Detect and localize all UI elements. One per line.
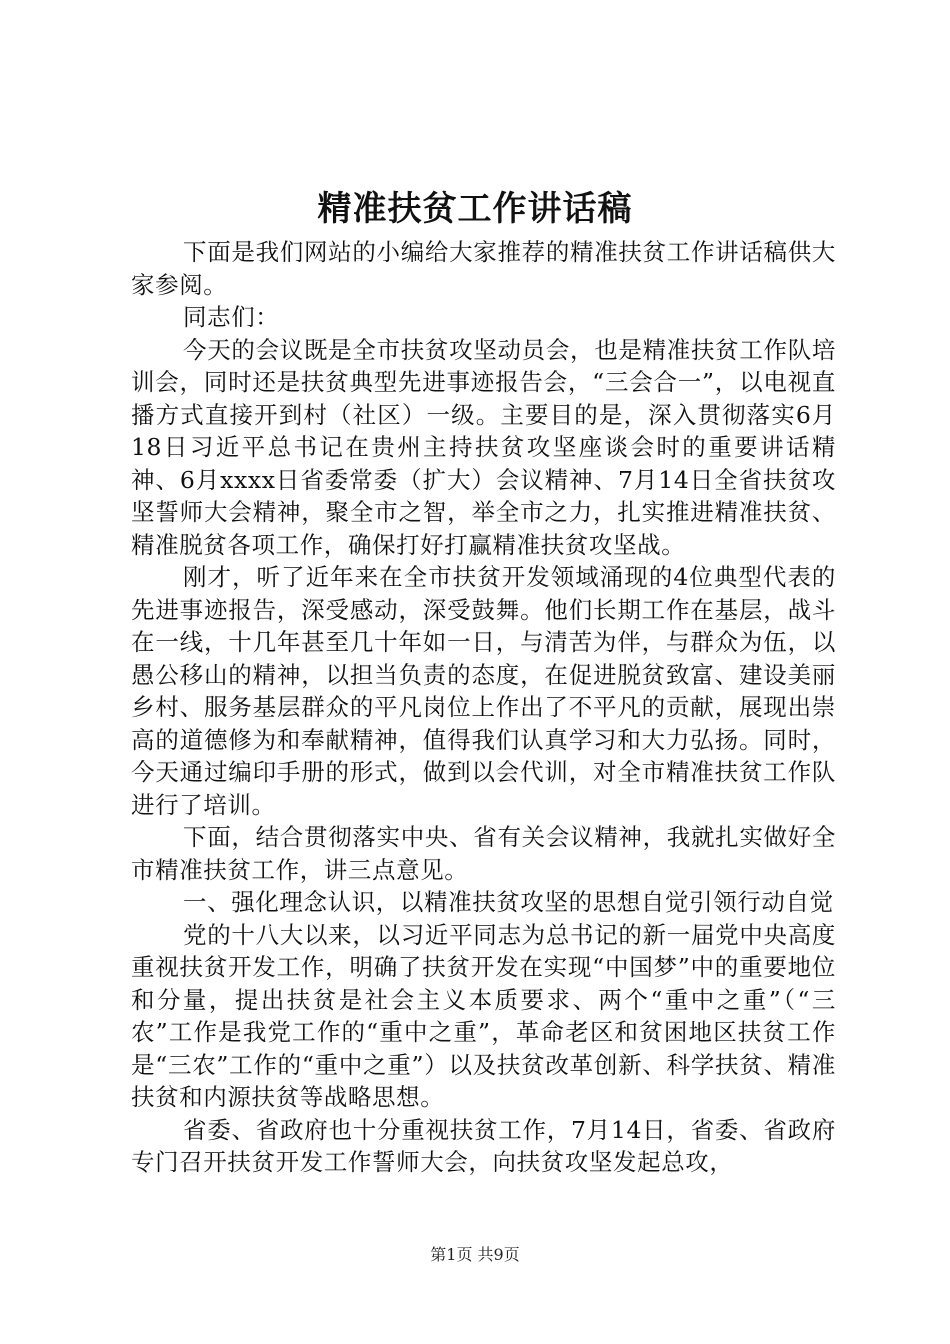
paragraph-intro: 下面是我们网站的小编给大家推荐的精准扶贫工作讲话稿供大家参阅。 [131,238,836,299]
paragraph-central-committee: 党的十八大以来，以习近平同志为总书记的新一届党中央高度重视扶贫开发工作，明确了扶贫开发在实现“中国梦”中的重要地位和分量，提出扶贫是社会主义本质要求、两个“重中之重”（“三农”工作是我党工作的“重中之重”，革命老区和贫困地区扶贫工作是“三农”工作的“重中之重”）以及扶贫改革创新、科学扶贫、精准扶贫和内源扶贫等战略思想。 [131,920,836,1111]
paragraph-model-reports: 刚才，听了近年来在全市扶贫开发领域涌现的4位典型代表的先进事迹报告，深受感动，深受鼓舞。他们长期工作在基层，战斗在一线，十几年甚至几十年如一日，与清苦为伴，与群众为伍，以愚公移山的精神，以担当负责的态度，在促进脱贫致富、建设美丽乡村、服务基层群众的平凡岗位上作出了不平凡的贡献，展现出崇高的道德修为和奉献精神，值得我们认真学习和大力弘扬。同时，今天通过编印手册的形式，做到以会代训，对全市精准扶贫工作队进行了培训。 [131,563,836,819]
page-number-footer: 第1页 共9页 [430,1245,520,1264]
section-heading-1: 一、强化理念认识，以精准扶贫攻坚的思想自觉引领行动自觉 [183,888,834,916]
document-title: 精准扶贫工作讲话稿 [317,189,633,229]
paragraph-provincial-committee: 省委、省政府也十分重视扶贫工作，7月14日，省委、省政府专门召开扶贫开发工作誓师大会，向扶贫攻坚发起总攻， [131,1115,836,1176]
document-body [131,236,836,1179]
paragraph-meeting-purpose: 今天的会议既是全市扶贫攻坚动员会，也是精准扶贫工作队培训会，同时还是扶贫典型先进事迹报告会，“三会合一”，以电视直播方式直接开到村（社区）一级。主要目的是，深入贯彻落实6月18日习近平总书记在贵州主持扶贫攻坚座谈会时的重要讲话精神、6月xxxx日省委常委（扩大）会议精神、7月14日全省扶贫攻坚誓师大会精神，聚全市之智，举全市之力，扎实推进精准扶贫、精准脱贫各项工作，确保打好打赢精准扶贫攻坚战。 [131,335,836,559]
paragraph-salutation: 同志们： [183,303,280,331]
paragraph-three-points: 下面，结合贯彻落实中央、省有关会议精神，我就扎实做好全市精准扶贫工作，讲三点意见。 [131,823,836,884]
